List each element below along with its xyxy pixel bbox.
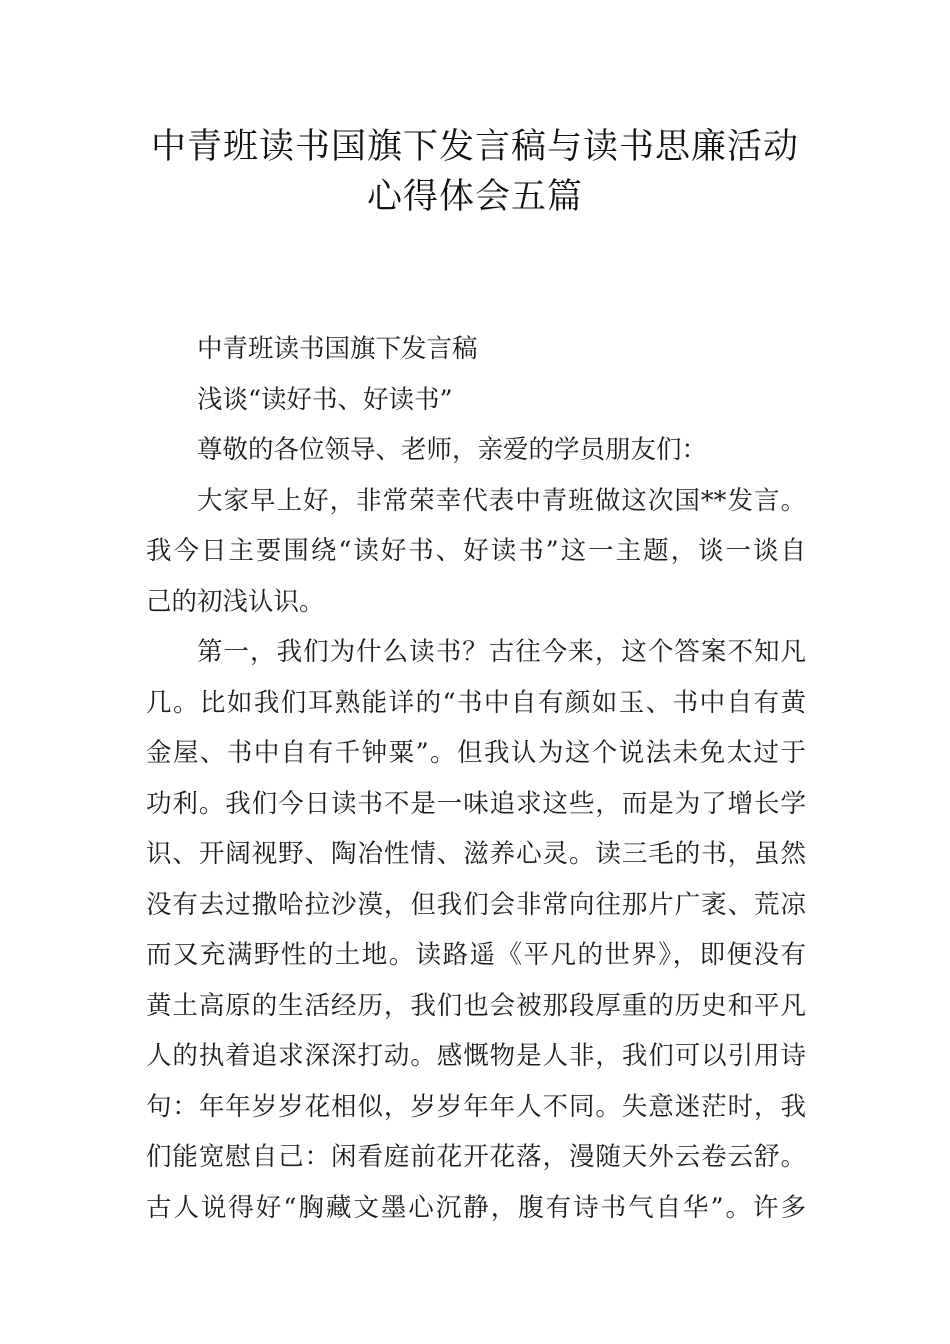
- body-text-line: 识、开阔视野、陶冶性情、滋养心灵。读三毛的书，虽然: [146, 839, 806, 869]
- body-text-line: 句：年年岁岁花相似，岁岁年年人不同。失意迷茫时，我: [146, 1091, 806, 1122]
- body-text-line: 金屋、书中自有千钟粟”。但我认为这个说法未免太过于: [146, 738, 806, 768]
- body-text-line: 而又充满野性的土地。读路遥《平凡的世界》，即便没有: [146, 940, 806, 970]
- body-text-line: 古人说得好“胸藏文墨心沉静，腹有诗书气自华”。许多: [146, 1192, 806, 1223]
- body-text-line: 们能宽慰自己：闲看庭前花开花落，漫随天外云卷云舒。: [146, 1142, 806, 1172]
- body-text-line: 第一，我们为什么读书？古往今来，这个答案不知凡: [197, 637, 806, 667]
- body-text-line: 浅谈“读好书、好读书”: [197, 384, 453, 415]
- body-text-line: 黄土高原的生活经历，我们也会被那段厚重的历史和平凡: [146, 990, 806, 1021]
- document-title: [100, 122, 850, 222]
- title-line-1: 中青班读书国旗下发言稿与读书思廉活动: [150, 127, 799, 167]
- body-text-line: 中青班读书国旗下发言稿: [197, 334, 478, 364]
- body-text-line: 大家早上好，非常荣幸代表中青班做这次国**发言。: [197, 485, 806, 516]
- body-text-line: 功利。我们今日读书不是一味追求这些，而是为了增长学: [146, 788, 806, 819]
- body-text-line: 几。比如我们耳熟能详的“书中自有颜如玉、书中自有黄: [146, 687, 806, 718]
- body-text-line: 己的初浅认识。: [146, 586, 325, 617]
- body-text-line: 人的执着追求深深打动。感慨物是人非，我们可以引用诗: [146, 1041, 806, 1071]
- document-body: [146, 324, 806, 1233]
- body-text-line: 我今日主要围绕“读好书、好读书”这一主题，谈一谈自: [146, 536, 806, 566]
- title-line-2: 心得体会五篇: [366, 177, 583, 217]
- body-text-line: 尊敬的各位领导、老师，亲爱的学员朋友们：: [197, 435, 708, 465]
- body-text-line: 没有去过撒哈拉沙漠，但我们会非常向往那片广袤、荒凉: [146, 889, 806, 920]
